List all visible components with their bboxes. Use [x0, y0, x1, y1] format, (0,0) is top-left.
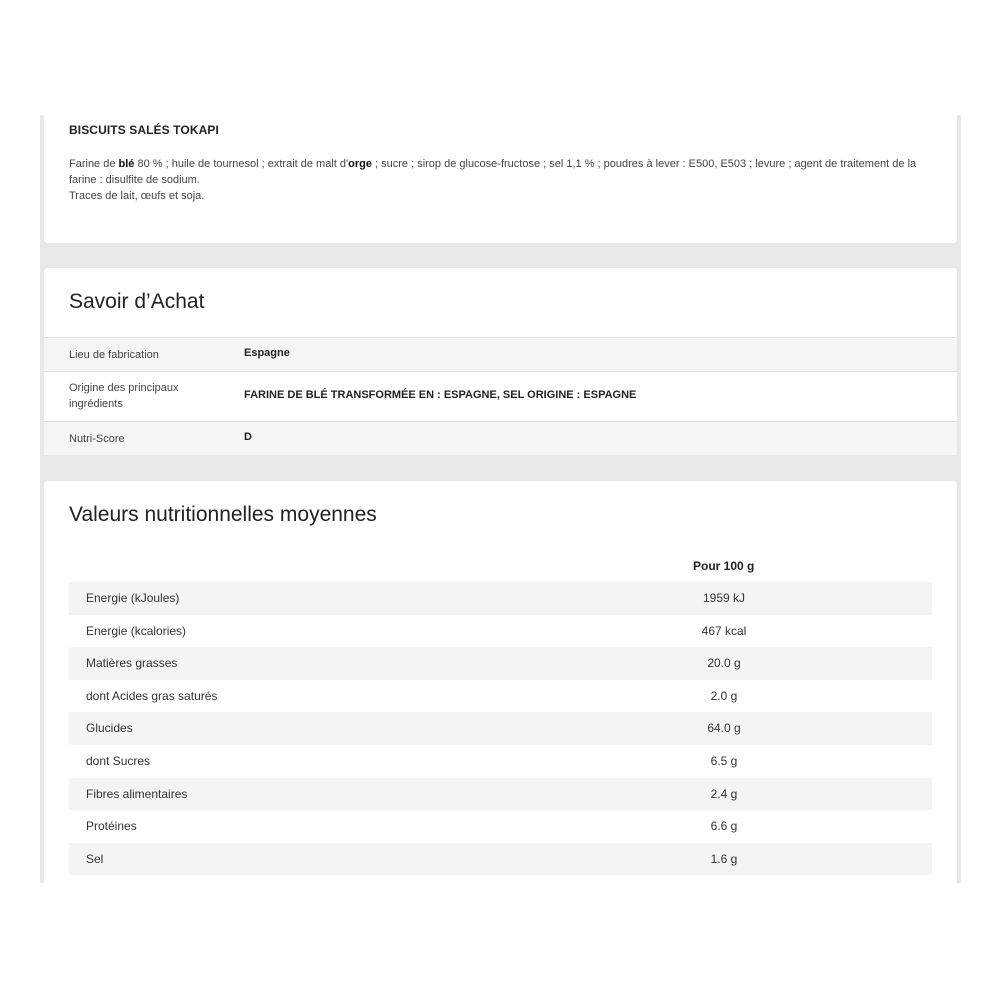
savoir-achat-table	[44, 337, 957, 455]
nutrient-value: 1.6 g	[710, 851, 738, 866]
info-key: Lieu de fabrication	[69, 349, 159, 361]
table-row	[69, 680, 932, 713]
info-row-lieu-fabrication	[44, 337, 957, 371]
nutrient-value: 64.0 g	[707, 721, 741, 736]
nutrient-value: 1959 kJ	[702, 591, 746, 605]
nutrient-value: 6.6 g	[710, 819, 738, 834]
nutrition-column-header: Pour 100 g	[693, 559, 755, 573]
nutrient-value: 6.5 g	[710, 753, 738, 768]
nutrient-label: Energie (kcalories)	[86, 623, 187, 638]
info-value: Espagne	[244, 347, 290, 359]
savoir-achat-card	[44, 268, 957, 455]
info-row-nutri-score	[44, 421, 957, 455]
ingredients-line-1: Farine de blé 80 % ; huile de tournesol ; extrait de malt d'orge ; sucre ; sirop de glucose-fructose ; sel 1,1 % ; poudres à lever : E500, E503 ; levure ; agent de traitement de la	[69, 158, 917, 170]
table-row	[69, 810, 932, 843]
nutrition-heading: Valeurs nutritionnelles moyennes	[69, 503, 377, 526]
nutrient-value: 2.4 g	[710, 786, 738, 801]
nutrient-value: 20.0 g	[707, 656, 741, 671]
table-row	[69, 582, 932, 615]
info-value: FARINE DE BLÉ TRANSFORMÉE EN : ESPAGNE, SEL ORIGINE : ESPAGNE	[244, 389, 637, 401]
ingredients-line-2: farine : disulfite de sodium.	[69, 174, 200, 186]
info-row-origine	[44, 371, 957, 421]
table-row	[69, 615, 932, 648]
nutrient-label: dont Acides gras saturés	[86, 688, 218, 703]
info-key: Origine des principaux ingrédients	[69, 382, 179, 410]
nutrient-label: Fibres alimentaires	[86, 786, 188, 801]
nutrient-value: 2.0 g	[710, 688, 738, 703]
table-row	[69, 647, 932, 680]
nutrient-label: Matières grasses	[86, 656, 178, 671]
ingredients-card	[44, 115, 957, 243]
nutrient-value: 467 kcal	[701, 623, 747, 638]
table-row	[69, 712, 932, 745]
nutri-score-value: D	[244, 431, 252, 443]
nutrient-label: Protéines	[86, 819, 137, 834]
product-title: BISCUITS SALÉS TOKAPI	[69, 123, 219, 137]
nutrient-label: Sel	[86, 851, 104, 866]
info-key: Nutri-Score	[69, 433, 125, 445]
savoir-achat-heading: Savoir d’Achat	[69, 290, 205, 313]
table-row	[69, 843, 932, 876]
table-row	[69, 778, 932, 811]
nutrition-table	[69, 582, 932, 875]
nutrition-card	[44, 481, 957, 883]
allergen-traces: Traces de lait, œufs et soja.	[69, 190, 205, 202]
nutrient-label: Glucides	[86, 721, 133, 736]
table-row	[69, 745, 932, 778]
nutrient-label: Energie (kJoules)	[86, 591, 180, 605]
ingredients-text	[69, 156, 934, 204]
nutrient-label: dont Sucres	[86, 753, 151, 768]
